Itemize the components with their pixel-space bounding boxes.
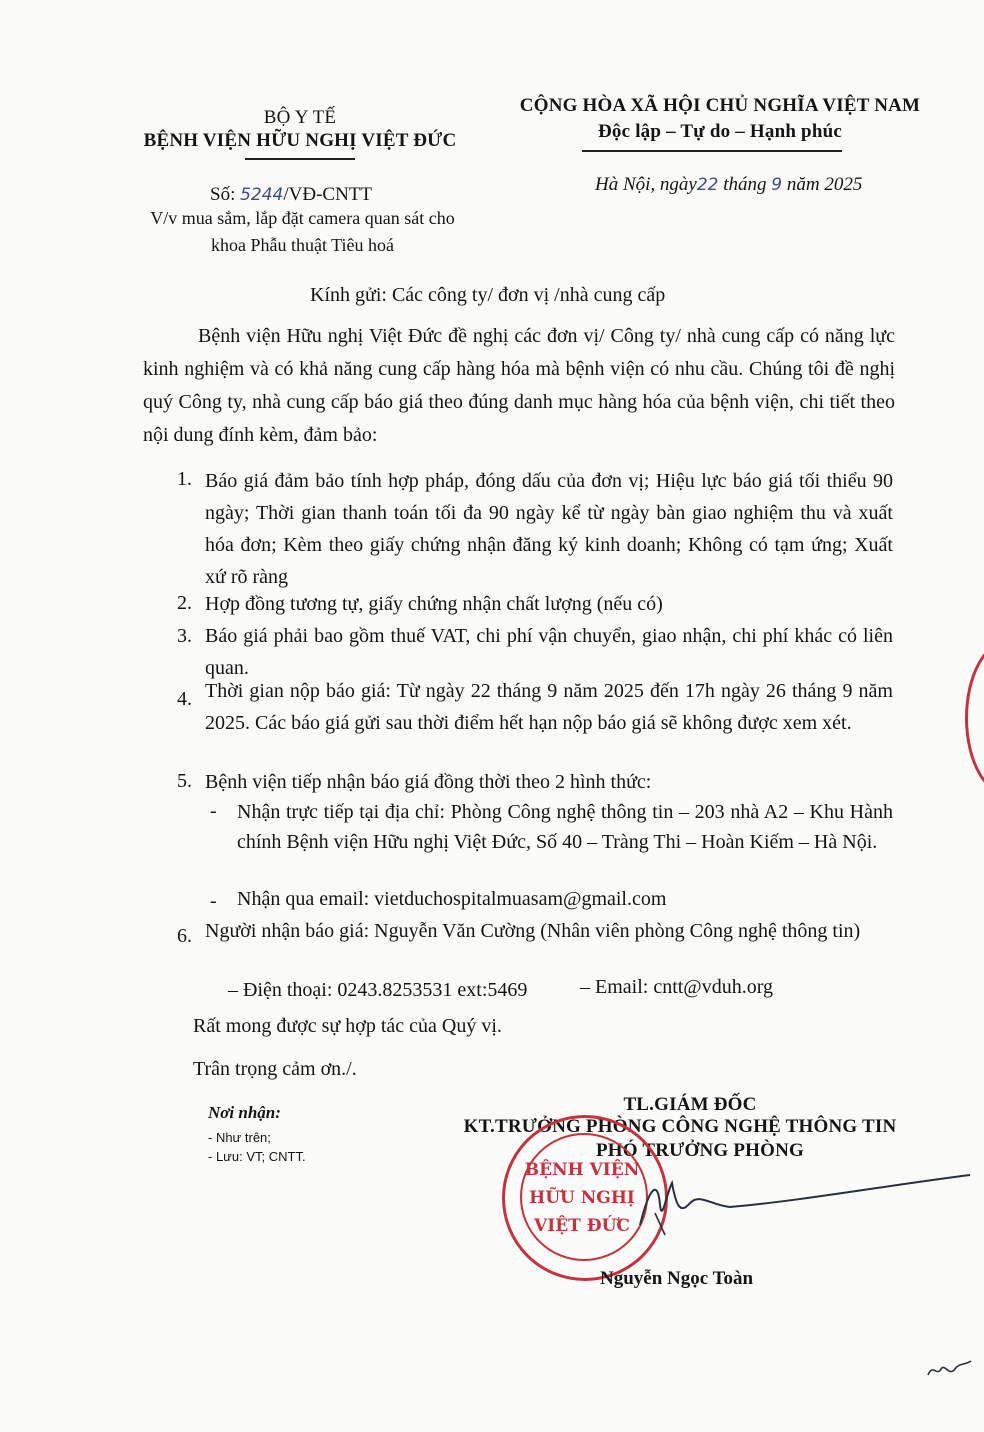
stamp-line3: VIỆT ĐỨC [534, 1216, 630, 1236]
motto-underline [582, 150, 842, 152]
item-2-text: Hợp đồng tương tự, giấy chứng nhận chất lượng (nếu có) [205, 593, 663, 615]
item-6-text: Người nhận báo giá: Nguyễn Văn Cường (Nhân viên phòng Công nghệ thông tin) [205, 920, 861, 942]
ministry-name: BỘ Y TẾ [263, 107, 337, 128]
subitem-1-text: Nhận trực tiếp tại địa chỉ: Phòng Công nghệ thông tin – 203 nhà A2 – Khu Hành chính Bệnh viện Hữu nghị Việt Đức, Số 40 – Tràng Thi – Hoàn Kiếm – Hà Nội. [237, 801, 893, 853]
subject-line1: V/v mua sắm, lắp đặt camera quan sát cho [150, 208, 455, 228]
handwritten-signature [600, 1165, 980, 1245]
item-1-text: Báo giá đảm bảo tính hợp pháp, đóng dấu của đơn vị; Hiệu lực báo giá tối thiểu 90 ngày; Thời gian thanh toán tối đa 90 ngày kể từ ngày bàn giao nghiệm thu và xuất hóa đơn; Kèm theo giấy chứng nhận đăng ký kinh doanh; Không có tạm ứng; Xuất xứ rõ ràng [205, 470, 893, 588]
signature-line1: TL.GIÁM ĐỐC [623, 1094, 757, 1115]
contact-phone: – Điện thoại: 0243.8253531 ext:5469 [228, 979, 528, 1001]
date-day: 22 [696, 175, 719, 195]
stamp-line2: HỮU NGHỊ [529, 1188, 635, 1208]
initials-mark [925, 1355, 975, 1385]
intro-paragraph: Bệnh viện Hữu nghị Việt Đức đề nghị các đơn vị/ Công ty/ nhà cung cấp có năng lực kinh nghiệm và có khả năng cung cấp hàng hóa mà bệnh viện có nhu cầu. Chúng tôi đề nghị quý Công ty, nhà cung cấp báo giá theo đúng danh mục hàng hóa của bệnh viện, chi tiết theo nội dung đính kèm, đảm bảo: [143, 325, 895, 446]
margin-seal-fragment [965, 640, 984, 796]
item-6-number: 6. [177, 925, 192, 947]
subitem-2-dash: - [210, 890, 217, 912]
number-suffix: /VĐ-CNTT [283, 184, 373, 205]
date-month-word: tháng [723, 174, 767, 195]
hospital-name: BỆNH VIỆN HỮU NGHỊ VIỆT ĐỨC [143, 130, 457, 151]
item-4-text: Thời gian nộp báo giá: Từ ngày 22 tháng 9 năm 2025 đến 17h ngày 26 tháng 9 năm 2025. Các báo giá gửi sau thời điểm hết hạn nộp báo giá sẽ không được xem xét. [205, 680, 893, 734]
subitem-1-dash: - [210, 800, 217, 822]
date-month: 9 [771, 175, 783, 195]
date-place: Hà Nội, ngày [595, 174, 697, 195]
subject-line2: khoa Phẫu thuật Tiêu hoá [211, 235, 394, 255]
recipients-line2: - Lưu: VT; CNTT. [208, 1149, 306, 1164]
item-3-number: 3. [177, 625, 192, 647]
hospital-underline [245, 158, 355, 160]
item-4-number: 4. [177, 688, 192, 710]
stamp-line1: BỆNH VIỆN [524, 1160, 640, 1180]
subitem-2-text: Nhận qua email: vietduchospitalmuasam@gmail.com [237, 888, 667, 910]
item-1-number: 1. [177, 468, 192, 490]
number-handwritten: 5244 [240, 185, 284, 205]
motto: Độc lập – Tự do – Hạnh phúc [598, 121, 842, 142]
signer-name: Nguyễn Ngọc Toàn [600, 1268, 754, 1289]
closing-cooperation: Rất mong được sự hợp tác của Quý vị. [193, 1015, 502, 1037]
contact-email: – Email: cntt@vduh.org [580, 976, 774, 998]
date-year: năm 2025 [786, 174, 863, 195]
signature-line2: KT.TRƯỞNG PHÒNG CÔNG NGHỆ THÔNG TIN [463, 1116, 897, 1137]
number-prefix: Số: [210, 184, 236, 205]
item-5-number: 5. [177, 770, 192, 792]
closing-thanks: Trân trọng cảm ơn./. [193, 1058, 357, 1080]
item-3-text: Báo giá phải bao gồm thuế VAT, chi phí vận chuyển, giao nhận, chi phí khác có liên quan. [205, 625, 893, 679]
recipients-line1: - Như trên; [208, 1130, 271, 1145]
date-line [595, 174, 862, 196]
signature-line3: PHÓ TRƯỞNG PHÒNG [596, 1140, 804, 1161]
subject [115, 205, 490, 259]
item-5-text: Bệnh viện tiếp nhận báo giá đồng thời theo 2 hình thức: [205, 771, 652, 793]
item-2-number: 2. [177, 592, 192, 614]
recipients-title: Nơi nhận: [208, 1103, 281, 1122]
country-name: CỘNG HÒA XÃ HỘI CHỦ NGHĨA VIỆT NAM [519, 95, 921, 116]
recipient-line: Kính gửi: Các công ty/ đơn vị /nhà cung cấp [310, 284, 666, 306]
